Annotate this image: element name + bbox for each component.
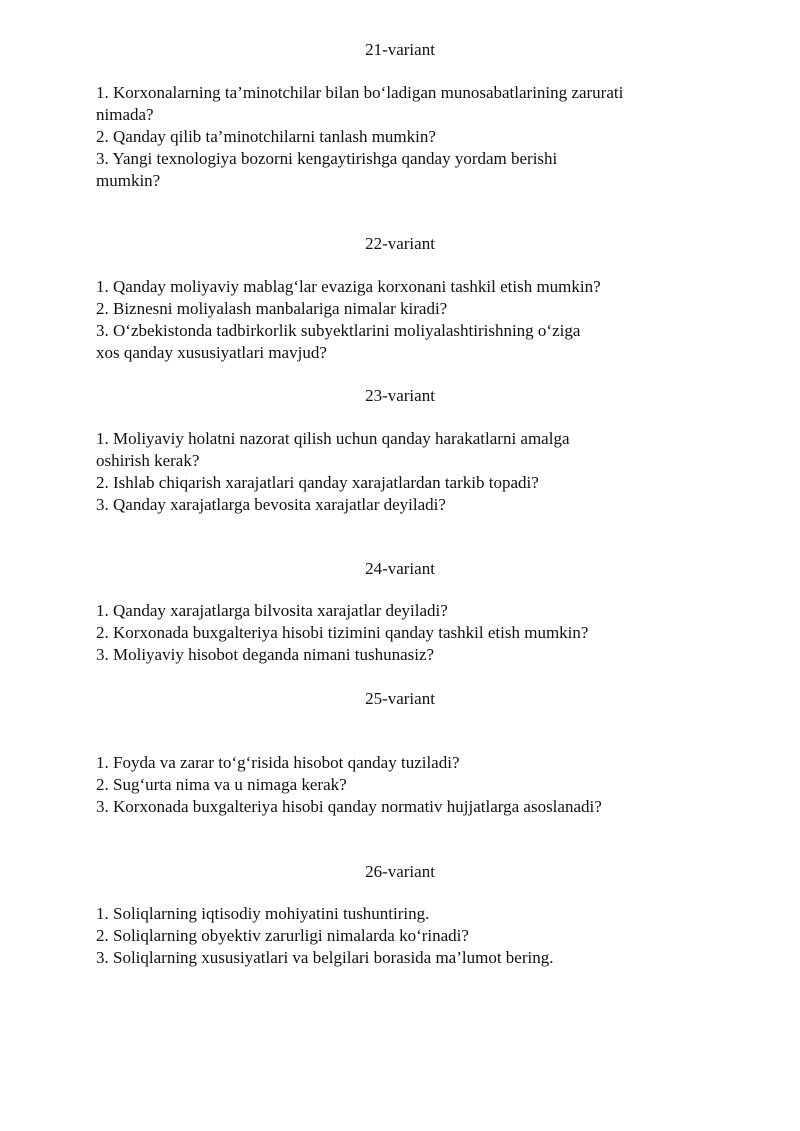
variant-heading-26: 26-variant (365, 862, 435, 881)
question-line: nimada? (96, 105, 154, 124)
question-list-25 (96, 752, 696, 818)
question-line: 3. Moliyaviy hisobot deganda nimani tushunasiz? (96, 645, 435, 664)
question-line: 1. Foyda va zarar to‘g‘risida hisobot qanday tuziladi? (96, 753, 460, 772)
variant-heading-23: 23-variant (365, 386, 435, 405)
variant-heading-21: 21-variant (365, 40, 435, 59)
question-line: 3. Qanday xarajatlarga bevosita xarajatlar deyiladi? (96, 495, 446, 514)
question-line: 2. Sug‘urta nima va u nimaga kerak? (96, 775, 347, 794)
question-line: 2. Korxonada buxgalteriya hisobi tizimini qanday tashkil etish mumkin? (96, 623, 589, 642)
question-list-23 (96, 428, 696, 516)
question-line: 2. Qanday qilib ta’minotchilarni tanlash mumkin? (96, 127, 436, 146)
question-line: 2. Biznesni moliyalash manbalariga nimalar kiradi? (96, 299, 448, 318)
variant-heading-25: 25-variant (365, 689, 435, 708)
variant-heading-24: 24-variant (365, 559, 435, 578)
question-list-22 (96, 276, 696, 364)
question-line: 1. Qanday moliyaviy mablag‘lar evaziga korxonani tashkil etish mumkin? (96, 277, 601, 296)
question-list-24 (96, 600, 696, 666)
question-line: mumkin? (96, 171, 161, 190)
question-line: 1. Moliyaviy holatni nazorat qilish uchun qanday harakatlarni amalga (96, 429, 570, 448)
question-list-26 (96, 903, 696, 969)
question-line: oshirish kerak? (96, 451, 200, 470)
question-line: 2. Soliqlarning obyektiv zarurligi nimalarda ko‘rinadi? (96, 926, 469, 945)
question-list-21 (96, 82, 696, 192)
question-line: 2. Ishlab chiqarish xarajatlari qanday xarajatlardan tarkib topadi? (96, 473, 539, 492)
variant-heading-22: 22-variant (365, 234, 435, 253)
question-line: 3. Korxonada buxgalteriya hisobi qanday normativ hujjatlarga asoslanadi? (96, 797, 602, 816)
question-line: 3. O‘zbekistonda tadbirkorlik subyektlarini moliyalashtirishning o‘ziga (96, 321, 581, 340)
question-line: 1. Qanday xarajatlarga bilvosita xarajatlar deyiladi? (96, 601, 448, 620)
question-line: 1. Korxonalarning ta’minotchilar bilan bo‘ladigan munosabatlarining zarurati (96, 83, 624, 102)
question-line: xos qanday xususiyatlari mavjud? (96, 343, 327, 362)
question-line: 3. Soliqlarning xususiyatlari va belgilari borasida ma’lumot bering. (96, 948, 554, 967)
question-line: 1. Soliqlarning iqtisodiy mohiyatini tushuntiring. (96, 904, 430, 923)
question-line: 3. Yangi texnologiya bozorni kengaytirishga qanday yordam berishi (96, 149, 558, 168)
